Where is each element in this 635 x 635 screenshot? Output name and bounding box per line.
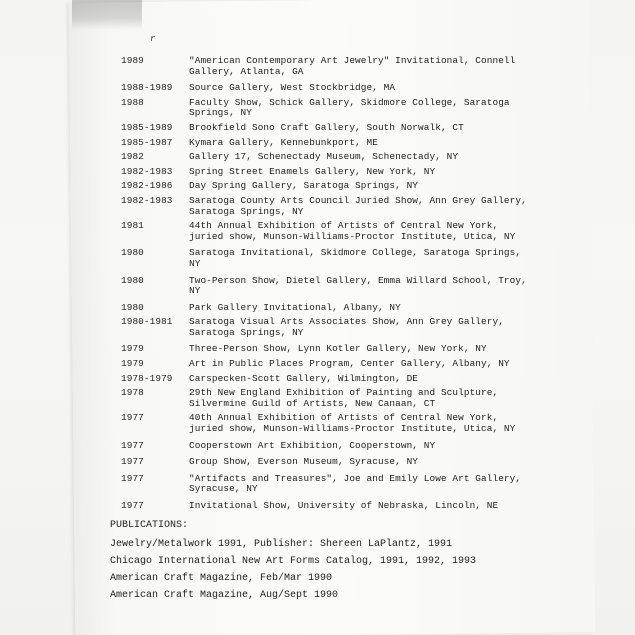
entry-year: 1980-1981 — [121, 316, 173, 328]
exhibition-entry — [121, 388, 581, 409]
publication-item: Chicago International New Art Forms Catalog, 1991, 1992, 1993 — [110, 556, 477, 567]
entry-description: Kymara Gallery, Kennebunkport, ME — [189, 136, 378, 148]
publications-section — [110, 520, 570, 607]
entry-description: Saratoga Invitational, Skidmore College, Saratoga Springs, NY — [189, 247, 522, 269]
entry-description: Group Show, Everson Museum, Syracuse, NY — [189, 456, 419, 468]
exhibition-entry — [121, 152, 581, 163]
publication-item: Jewelry/Metalwork 1991, Publisher: Shereen LaPlantz, 1991 — [110, 539, 453, 550]
entry-description: Saratoga Visual Arts Associates Show, Ann Grey Gallery, Saratoga Springs, NY — [189, 316, 504, 338]
exhibition-entry — [121, 181, 581, 192]
entry-year: 1977 — [121, 472, 144, 484]
exhibition-entry — [121, 123, 581, 134]
pen-mark: r — [150, 34, 156, 44]
exhibition-entry — [121, 196, 581, 217]
exhibition-entry — [121, 413, 581, 434]
entry-description: Faculty Show, Schick Gallery, Skidmore College, Saratoga Springs, NY — [189, 96, 510, 119]
entry-year: 1977 — [121, 500, 144, 511]
exhibition-entry — [121, 374, 581, 385]
entry-description: Park Gallery Invitational, Albany, NY — [189, 301, 401, 313]
exhibition-entry — [121, 221, 581, 242]
entry-year: 1981 — [121, 220, 144, 232]
entry-year: 1985-1987 — [121, 136, 173, 148]
entry-description: Brookfield Sono Craft Gallery, South Norwalk, CT — [189, 121, 464, 133]
exhibition-entry — [121, 167, 581, 178]
entry-description: "Artifacts and Treasures", Joe and Emily Lowe Art Gallery, Syracuse, NY — [189, 472, 522, 495]
entry-year: 1982 — [121, 151, 144, 163]
exhibition-entry — [121, 441, 581, 452]
entry-year: 1978 — [121, 387, 144, 399]
entry-year: 1988 — [121, 96, 144, 108]
exhibition-list — [121, 56, 581, 516]
exhibition-entry — [121, 98, 581, 119]
entry-description: Gallery 17, Schenectady Museum, Schenectady, NY — [189, 151, 459, 163]
exhibition-entry — [121, 359, 581, 370]
entry-year: 1978-1979 — [121, 372, 173, 384]
exhibition-entry — [121, 457, 581, 468]
entry-description: Three-Person Show, Lynn Kotler Gallery, New York, NY — [189, 343, 487, 355]
exhibition-entry — [121, 317, 581, 338]
entry-description: 29th New England Exhibition of Painting and Sculpture, Silvermine Guild of Artists, New Canaan, CT — [189, 387, 499, 409]
entry-year: 1980 — [121, 301, 144, 313]
entry-year: 1979 — [121, 343, 144, 355]
entry-year: 1979 — [121, 358, 144, 370]
entry-description: Two-Person Show, Dietel Gallery, Emma Willard School, Troy, NY — [189, 274, 527, 297]
page-shadow — [72, 0, 142, 30]
entry-description: Source Gallery, West Stockbridge, MA — [189, 82, 396, 94]
entry-year: 1982-1986 — [121, 180, 173, 192]
publication-item: American Craft Magazine, Aug/Sept 1990 — [110, 590, 339, 601]
entry-description: Spring Street Enamels Gallery, New York, NY — [189, 165, 436, 177]
entry-description: 40th Annual Exhibition of Artists of Central New York, juried show, Munson-Williams-Proctor Institute, Utica, NY — [189, 412, 516, 435]
entry-description: Carspecken-Scott Gallery, Wilmington, DE — [189, 372, 419, 384]
exhibition-entry — [121, 474, 581, 495]
entry-description: "American Contemporary Art Jewelry" Invitational, Connell Gallery, Atlanta, GA — [189, 55, 516, 77]
entry-year: 1985-1989 — [121, 121, 173, 133]
exhibition-entry — [121, 138, 581, 149]
entry-year: 1982-1983 — [121, 165, 173, 177]
entry-year: 1988-1989 — [121, 82, 173, 94]
entry-year: 1977 — [121, 456, 144, 468]
entry-description: Cooperstown Art Exhibition, Cooperstown, NY — [189, 439, 436, 451]
entry-year: 1980 — [121, 274, 144, 286]
publications-heading: PUBLICATIONS: — [110, 520, 189, 531]
exhibition-entry — [121, 303, 581, 314]
exhibition-entry — [121, 344, 581, 355]
entry-description: Invitational Show, University of Nebraska, Lincoln, NE — [189, 500, 499, 511]
exhibition-entry — [121, 83, 581, 94]
entry-year: 1977 — [121, 412, 144, 424]
exhibition-entry — [121, 501, 581, 512]
publication-item: American Craft Magazine, Feb/Mar 1990 — [110, 573, 333, 584]
entry-description: Day Spring Gallery, Saratoga Springs, NY — [189, 180, 419, 192]
publications-list — [110, 539, 570, 601]
entry-description: Art in Public Places Program, Center Gallery, Albany, NY — [189, 358, 510, 370]
exhibition-entry — [121, 276, 581, 297]
entry-year: 1977 — [121, 439, 144, 451]
entry-year: 1982-1983 — [121, 194, 173, 206]
exhibition-entry — [121, 56, 581, 77]
entry-description: Saratoga County Arts Council Juried Show, Ann Grey Gallery, Saratoga Springs, NY — [189, 194, 527, 217]
entry-description: 44th Annual Exhibition of Artists of Central New York, juried show, Munson-Williams-Proctor Institute, Utica, NY — [189, 220, 516, 242]
exhibition-entry — [121, 248, 581, 269]
entry-year: 1980 — [121, 247, 144, 259]
entry-year: 1989 — [121, 55, 144, 66]
